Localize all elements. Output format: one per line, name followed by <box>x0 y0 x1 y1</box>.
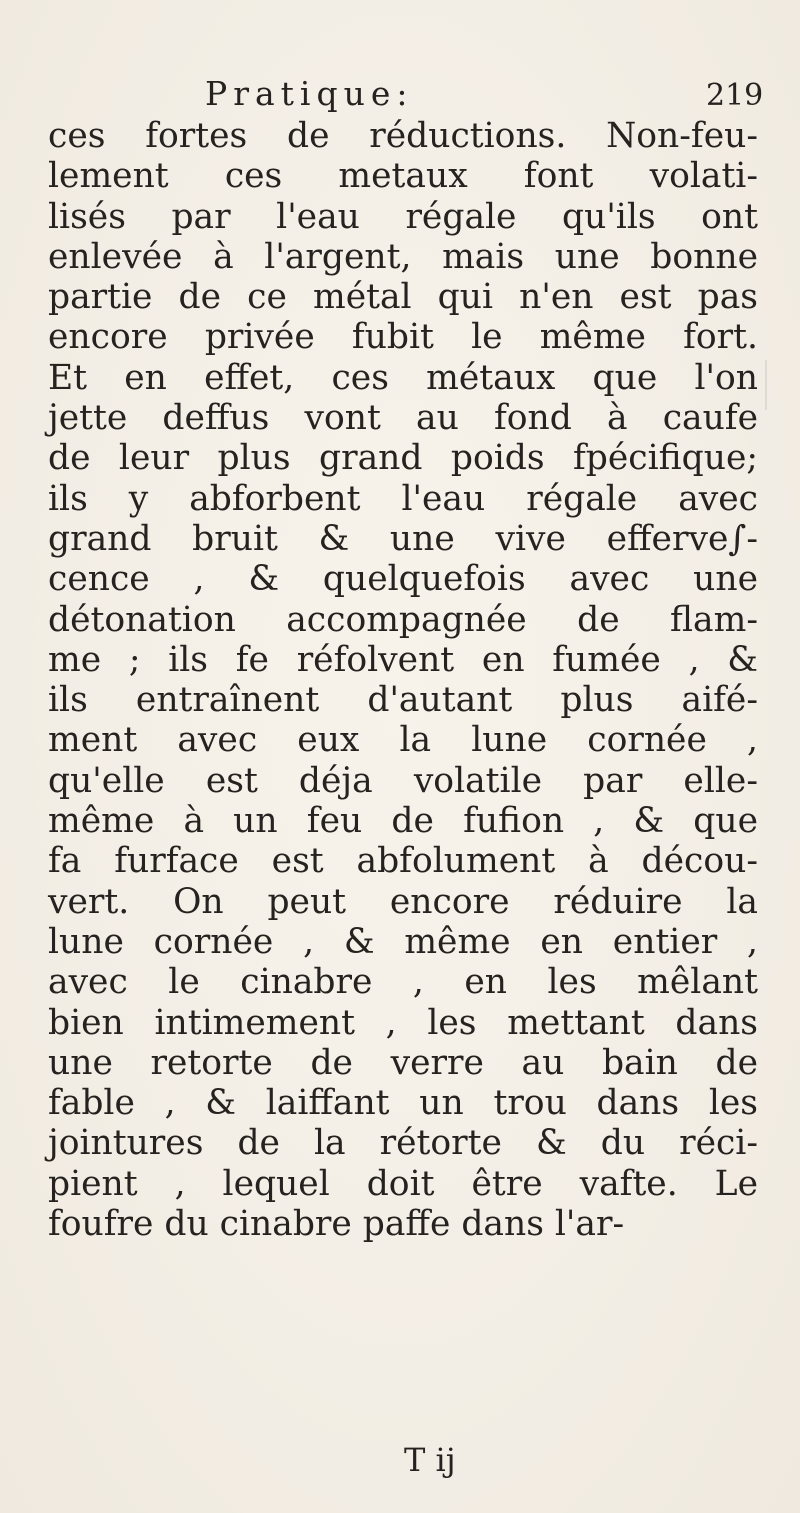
text-line: qu'elle est déja volatile par elle- <box>48 760 758 801</box>
page-edge-shadow <box>765 360 767 410</box>
text-line: avec le cinabre , en les mêlant <box>48 962 758 1003</box>
text-line: jette deffus vont au fond à caufe <box>48 398 758 439</box>
body-text <box>48 116 758 1244</box>
text-line: ils entraînent d'autant plus aifé- <box>48 680 758 721</box>
text-line: lement ces metaux font volati- <box>48 156 758 197</box>
running-head: Pratique: <box>205 74 414 113</box>
text-line: enlevée à l'argent, mais une bonne <box>48 236 758 277</box>
text-line: ment avec eux la lune cornée , <box>48 720 758 761</box>
text-line: même à un feu de fufion , & que <box>48 801 758 842</box>
text-line: de leur plus grand poids fpécifique; <box>48 438 758 479</box>
text-line: lisés par l'eau régale qu'ils ont <box>48 196 758 237</box>
text-line: partie de ce métal qui n'en est pas <box>48 277 758 318</box>
text-line: me ; ils fe réfolvent en fumée , & <box>48 639 758 680</box>
text-line: bien intimement , les mettant dans <box>48 1002 758 1043</box>
text-line: fa furface est abfolument à décou- <box>48 841 758 882</box>
text-line: lune cornée , & même en entier , <box>48 921 758 962</box>
text-line: jointures de la rétorte & du réci- <box>48 1123 758 1164</box>
text-line: pient , lequel doit être vafte. Le <box>48 1163 758 1204</box>
text-line: ces fortes de réductions. Non-feu- <box>48 116 758 156</box>
text-line: cence , & quelquefois avec une <box>48 559 758 600</box>
text-line: ils y abforbent l'eau régale avec <box>48 478 758 519</box>
text-line: grand bruit & une vive efferve∫- <box>48 518 758 559</box>
text-line: fable , & laiffant un trou dans les <box>48 1083 758 1124</box>
page-number: 219 <box>706 78 764 113</box>
text-line: une retorte de verre au bain de <box>48 1042 758 1083</box>
text-line: vert. On peut encore réduire la <box>48 881 758 922</box>
signature-mark: T ij <box>404 1441 456 1479</box>
text-line: détonation accompagnée de flam- <box>48 599 758 640</box>
text-line: encore privée fubit le même fort. <box>48 317 758 358</box>
text-line: Et en effet, ces métaux que l'on <box>48 357 758 398</box>
page-header <box>0 74 800 114</box>
text-line: foufre du cinabre paffe dans l'ar- <box>48 1204 625 1245</box>
